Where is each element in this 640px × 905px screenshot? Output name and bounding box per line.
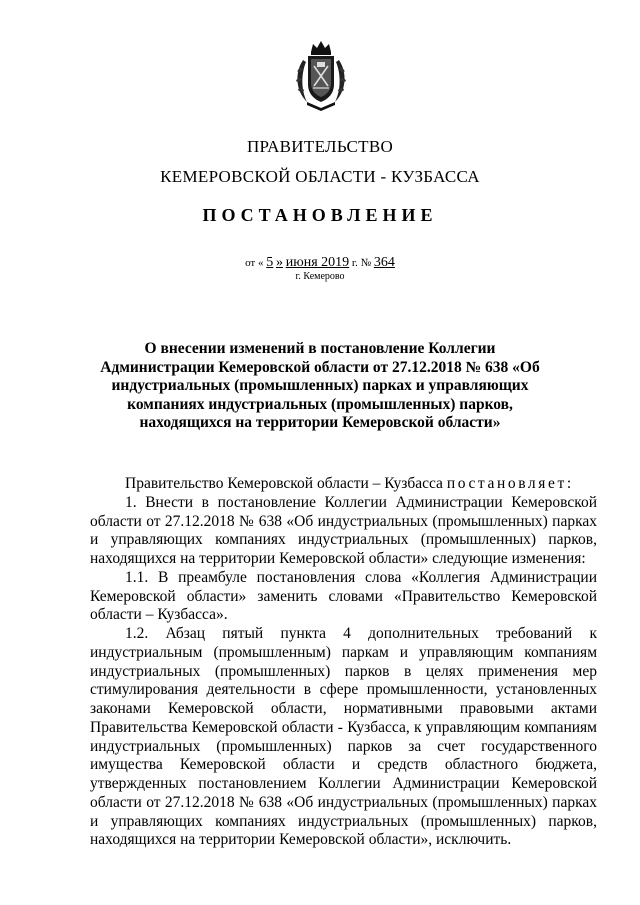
document-body	[90, 475, 597, 850]
coat-of-arms-emblem	[293, 38, 349, 112]
paragraph-1-2: 1.2. Абзац пятый пункта 4 дополнительных требований к индустриальным (промышленным) паркам и управляющим компаниям индустриальных (промышленных) парков в целях применения мер стимулирования деятельности в сфере промышленности, установленных законами Кемеровской области, нормативными правовыми актами Правительства Кемеровской области - Кузбасса, к управляющим компаниям индустриальных (промышленных) парков за счет государственного имущества Кемеровской области и средств областного бюджета, утвержденных постановлением Коллегии Администрации Кемеровской области от 27.12.2018 № 638 «Об индустриальных (промышленных) парках и управляющих компаниях индустриальных (промышленных) парков, находящихся на территории Кемеровской области», исключить.	[90, 625, 597, 849]
preamble-text: Правительство Кемеровской области – Кузбасса	[125, 475, 443, 492]
date-mid: »	[276, 255, 283, 270]
document-title: О внесении изменений в постановление Коллегии Администрации Кемеровской области от 27.12.2018 № 638 «Об индустриальных (промышленных) парках и управляющих компаниях индустриальных (промышленных) парков, находящихся на территории Кемеровской области»	[100, 340, 540, 432]
date-year-suffix: г.	[351, 257, 358, 269]
number-label: №	[360, 257, 372, 269]
city-label: г. Кемерово	[295, 271, 345, 282]
paragraph-1-1: 1.1. В преамбуле постановления слова «Коллегия Администрации Кемеровской области» заменить словами «Правительство Кемеровской области – Кузбасса».	[90, 568, 597, 624]
government-title-line2: КЕМЕРОВСКОЙ ОБЛАСТИ - КУЗБАССА	[160, 167, 480, 186]
government-title-line1: ПРАВИТЕЛЬСТВО	[246, 137, 394, 156]
date-day: 5	[266, 255, 274, 270]
date-number-line	[0, 255, 640, 271]
preamble-paragraph	[90, 475, 597, 494]
document-type-heading: ПОСТАНОВЛЕНИЕ	[202, 205, 438, 225]
date-month-year: июня 2019	[285, 255, 350, 270]
preamble-verb: постановляет:	[446, 475, 574, 492]
date-prefix: от «	[245, 257, 264, 269]
document-number: 364	[373, 255, 395, 270]
paragraph-1: 1. Внести в постановление Коллегии Администрации Кемеровской области от 27.12.2018 № 638 «Об индустриальных (промышленных) парках и управляющих компаниях индустриальных (промышленных) парков, находящихся на территории Кемеровской области» следующие изменения:	[90, 493, 597, 567]
